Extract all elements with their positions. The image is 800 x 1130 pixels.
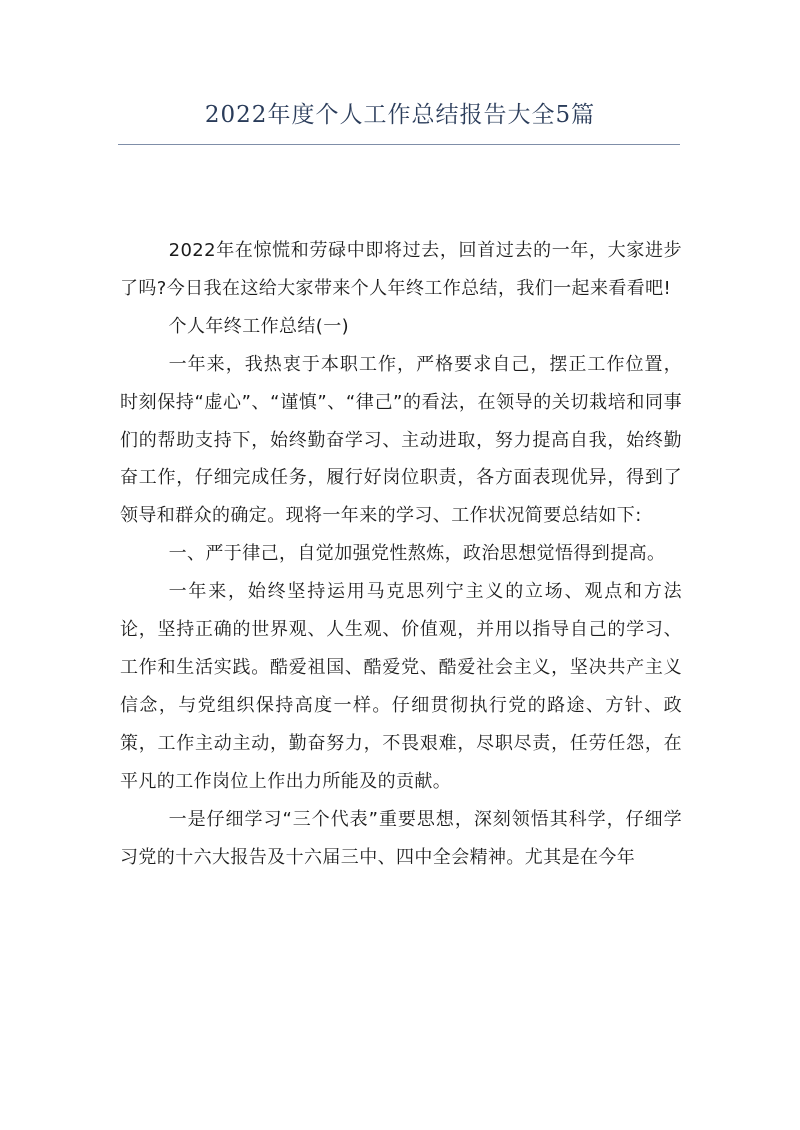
subsection-heading: 一、严于律己，自觉加强党性熬炼，政治思想觉悟得到提高。 bbox=[168, 543, 666, 565]
body-paragraph: 一年来，始终坚持运用马克思列宁主义的立场、观点和方法论，坚持正确的世界观、人生观、价值观，并用以指导自己的学习、工作和生活实践。酷爱祖国、酷爱党、酷爱社会主义，坚决共产主义信念，与党组织保持高度一样。仔细贯彻执行党的路途、方针、政策，工作主动主动，勤奋努力，不畏艰难，尽职尽责，任劳任怨，在平凡的工作岗位上作出力所能及的贡献。 bbox=[120, 581, 682, 792]
document-body bbox=[120, 232, 682, 876]
document-title: 2022年度个人工作总结报告大全5篇 bbox=[204, 102, 596, 128]
body-paragraph: 一是仔细学习“三个代表”重要思想，深刻领悟其科学，仔细学习党的十六大报告及十六届三中、四中全会精神。尤其是在今年 bbox=[120, 808, 682, 868]
title-underline bbox=[118, 144, 680, 145]
intro-paragraph: 2022年在惊慌和劳碌中即将过去，回首过去的一年，大家进步了吗?今日我在这给大家带来个人年终工作总结，我们一起来看看吧! bbox=[120, 240, 682, 299]
section-heading: 个人年终工作总结(一) bbox=[168, 315, 350, 337]
body-paragraph: 一年来，我热衷于本职工作，严格要求自己，摆正工作位置，时刻保持“虚心”、“谨慎”、“律己”的看法，在领导的关切栽培和同事们的帮助支持下，始终勤奋学习、主动进取，努力提高自我，始终勤奋工作，仔细完成任务，履行好岗位职责，各方面表现优异，得到了领导和群众的确定。现将一年来的学习、工作状况简要总结如下: bbox=[120, 353, 682, 527]
